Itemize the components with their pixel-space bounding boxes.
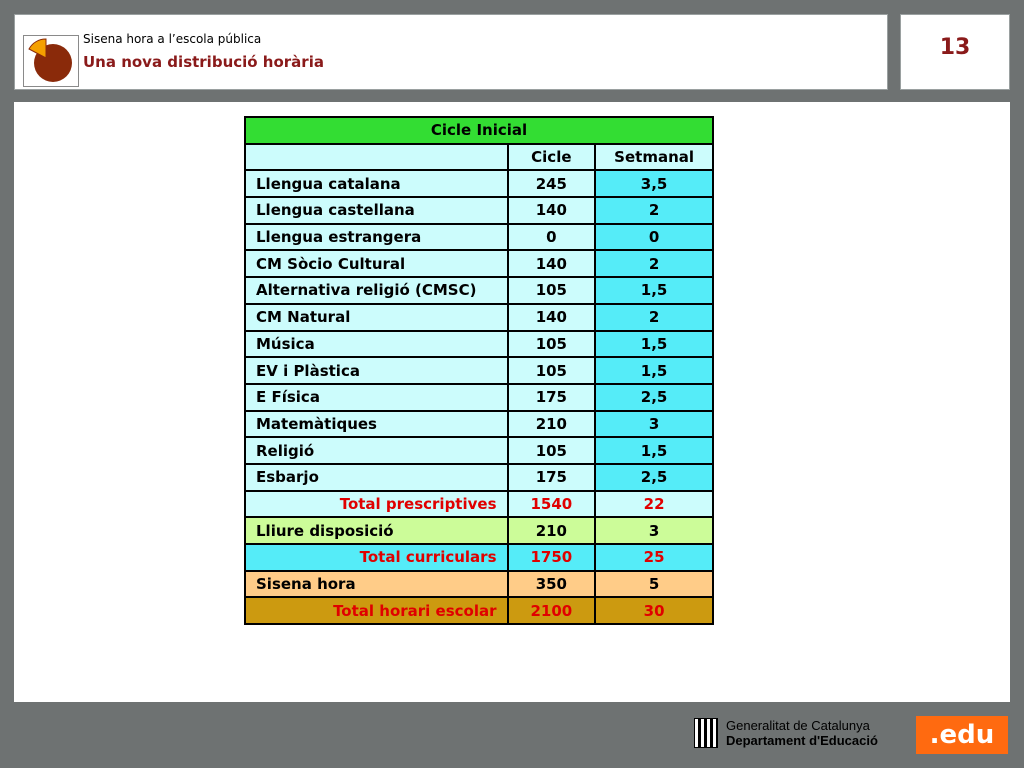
row-label: EV i Plàstica bbox=[245, 357, 508, 384]
row-label: Sisena hora bbox=[245, 571, 508, 598]
row-cicle: 1540 bbox=[508, 491, 596, 518]
table-row bbox=[245, 197, 713, 224]
page-number: 13 bbox=[939, 35, 971, 60]
row-cicle: 1750 bbox=[508, 544, 596, 571]
slide-subtitle: Sisena hora a l’escola pública bbox=[83, 32, 262, 46]
table-row bbox=[245, 304, 713, 331]
row-cicle: 0 bbox=[508, 224, 596, 251]
row-setmanal: 1,5 bbox=[595, 357, 713, 384]
row-setmanal: 3,5 bbox=[595, 170, 713, 197]
row-setmanal: 2 bbox=[595, 197, 713, 224]
table-row bbox=[245, 250, 713, 277]
row-label: Religió bbox=[245, 437, 508, 464]
table-row bbox=[245, 170, 713, 197]
row-cicle: 105 bbox=[508, 277, 596, 304]
gencat-line2: Departament d'Educació bbox=[726, 733, 878, 748]
row-label: CM Natural bbox=[245, 304, 508, 331]
row-cicle: 140 bbox=[508, 197, 596, 224]
row-setmanal: 3 bbox=[595, 411, 713, 438]
row-cicle: 140 bbox=[508, 250, 596, 277]
row-setmanal: 2,5 bbox=[595, 384, 713, 411]
row-label: Llengua estrangera bbox=[245, 224, 508, 251]
row-label: Alternativa religió (CMSC) bbox=[245, 277, 508, 304]
row-cicle: 105 bbox=[508, 331, 596, 358]
row-label: Lliure disposició bbox=[245, 517, 508, 544]
page-number-box bbox=[900, 14, 1010, 90]
row-setmanal: 5 bbox=[595, 571, 713, 598]
table-row bbox=[245, 437, 713, 464]
table-row bbox=[245, 331, 713, 358]
sisena-hora-row bbox=[245, 571, 713, 598]
lliure-disposicio-row bbox=[245, 517, 713, 544]
total-prescriptives-row bbox=[245, 491, 713, 518]
slide-header bbox=[14, 14, 888, 90]
row-label: CM Sòcio Cultural bbox=[245, 250, 508, 277]
row-setmanal: 30 bbox=[595, 597, 713, 624]
row-setmanal: 1,5 bbox=[595, 437, 713, 464]
row-cicle: 175 bbox=[508, 464, 596, 491]
table-row bbox=[245, 224, 713, 251]
table-header-row bbox=[245, 144, 713, 171]
gencat-line1: Generalitat de Catalunya bbox=[726, 718, 870, 733]
row-setmanal: 25 bbox=[595, 544, 713, 571]
column-header-setmanal: Setmanal bbox=[595, 144, 713, 171]
row-setmanal: 1,5 bbox=[595, 277, 713, 304]
row-setmanal: 2 bbox=[595, 250, 713, 277]
row-label: Llengua catalana bbox=[245, 170, 508, 197]
row-cicle: 175 bbox=[508, 384, 596, 411]
row-cicle: 105 bbox=[508, 437, 596, 464]
edu-logo: .edu bbox=[916, 716, 1008, 754]
pie-logo-icon bbox=[23, 35, 79, 87]
row-label: Llengua castellana bbox=[245, 197, 508, 224]
row-label: E Física bbox=[245, 384, 508, 411]
table-row bbox=[245, 384, 713, 411]
table-row bbox=[245, 357, 713, 384]
table-row bbox=[245, 411, 713, 438]
table-title: Cicle Inicial bbox=[245, 117, 713, 144]
row-label: Total curriculars bbox=[245, 544, 508, 571]
table-title-row bbox=[245, 117, 713, 144]
row-setmanal: 1,5 bbox=[595, 331, 713, 358]
row-setmanal: 0 bbox=[595, 224, 713, 251]
row-cicle: 2100 bbox=[508, 597, 596, 624]
slide-title: Una nova distribució horària bbox=[83, 53, 324, 71]
total-curriculars-row bbox=[245, 544, 713, 571]
row-cicle: 210 bbox=[508, 517, 596, 544]
column-header-blank bbox=[245, 144, 508, 171]
hours-table bbox=[244, 116, 714, 625]
row-setmanal: 2 bbox=[595, 304, 713, 331]
table-row bbox=[245, 277, 713, 304]
row-cicle: 210 bbox=[508, 411, 596, 438]
row-cicle: 350 bbox=[508, 571, 596, 598]
row-cicle: 245 bbox=[508, 170, 596, 197]
slide-content bbox=[14, 102, 1010, 702]
table-row bbox=[245, 464, 713, 491]
column-header-cicle: Cicle bbox=[508, 144, 596, 171]
row-label: Total prescriptives bbox=[245, 491, 508, 518]
row-label: Total horari escolar bbox=[245, 597, 508, 624]
row-setmanal: 22 bbox=[595, 491, 713, 518]
row-setmanal: 3 bbox=[595, 517, 713, 544]
row-label: Música bbox=[245, 331, 508, 358]
row-setmanal: 2,5 bbox=[595, 464, 713, 491]
gencat-emblem-icon bbox=[694, 718, 718, 748]
row-label: Matemàtiques bbox=[245, 411, 508, 438]
row-cicle: 140 bbox=[508, 304, 596, 331]
row-label: Esbarjo bbox=[245, 464, 508, 491]
row-cicle: 105 bbox=[508, 357, 596, 384]
total-horari-row bbox=[245, 597, 713, 624]
